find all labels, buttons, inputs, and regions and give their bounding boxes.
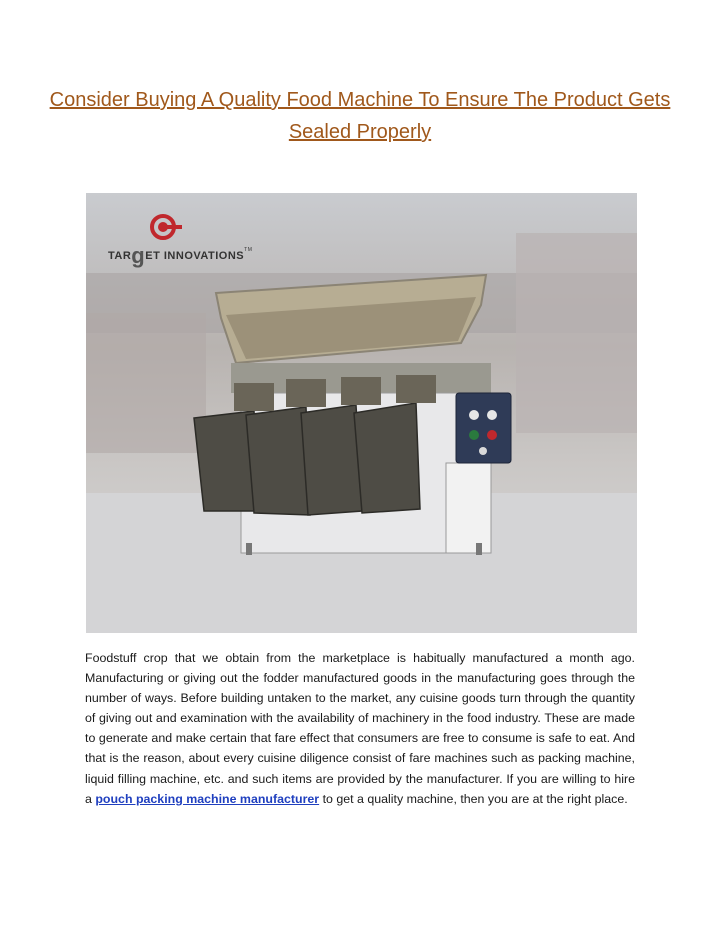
manufacturer-link[interactable]: pouch packing machine manufacturer bbox=[95, 791, 320, 806]
paragraph-text: Foodstuff crop that we obtain from the marketplace is habitually manufactured a month ago. Manufacturing or giving out the fodder manufactured goods in the manufacturing goes through the number of ways. Before building untaken to the market, any cuisine goods turn through the quantity of giving out and examination with the availability of machinery in the food industry. These are made to generate and make certain that fare effect that consumers are free to consume is safe to eat. And that is the reason, about every cuisine diligence consist of fare machines such as packing machine, liquid filling machine, etc. and such items are provided by the manufacturer. If you are willing to hire a bbox=[85, 651, 635, 806]
product-image bbox=[86, 193, 637, 633]
page-title bbox=[40, 84, 680, 148]
logo-mark-icon bbox=[148, 213, 188, 243]
paragraph-text-end: to get a quality machine, then you are at the right place. bbox=[319, 791, 628, 806]
logo-wordmark: TARgET INNOVATIONS™ bbox=[108, 243, 253, 268]
title-link[interactable]: Consider Buying A Quality Food Machine To Ensure The Product Gets Sealed Properly bbox=[49, 89, 671, 143]
company-logo bbox=[108, 213, 253, 268]
article-paragraph bbox=[85, 648, 635, 809]
